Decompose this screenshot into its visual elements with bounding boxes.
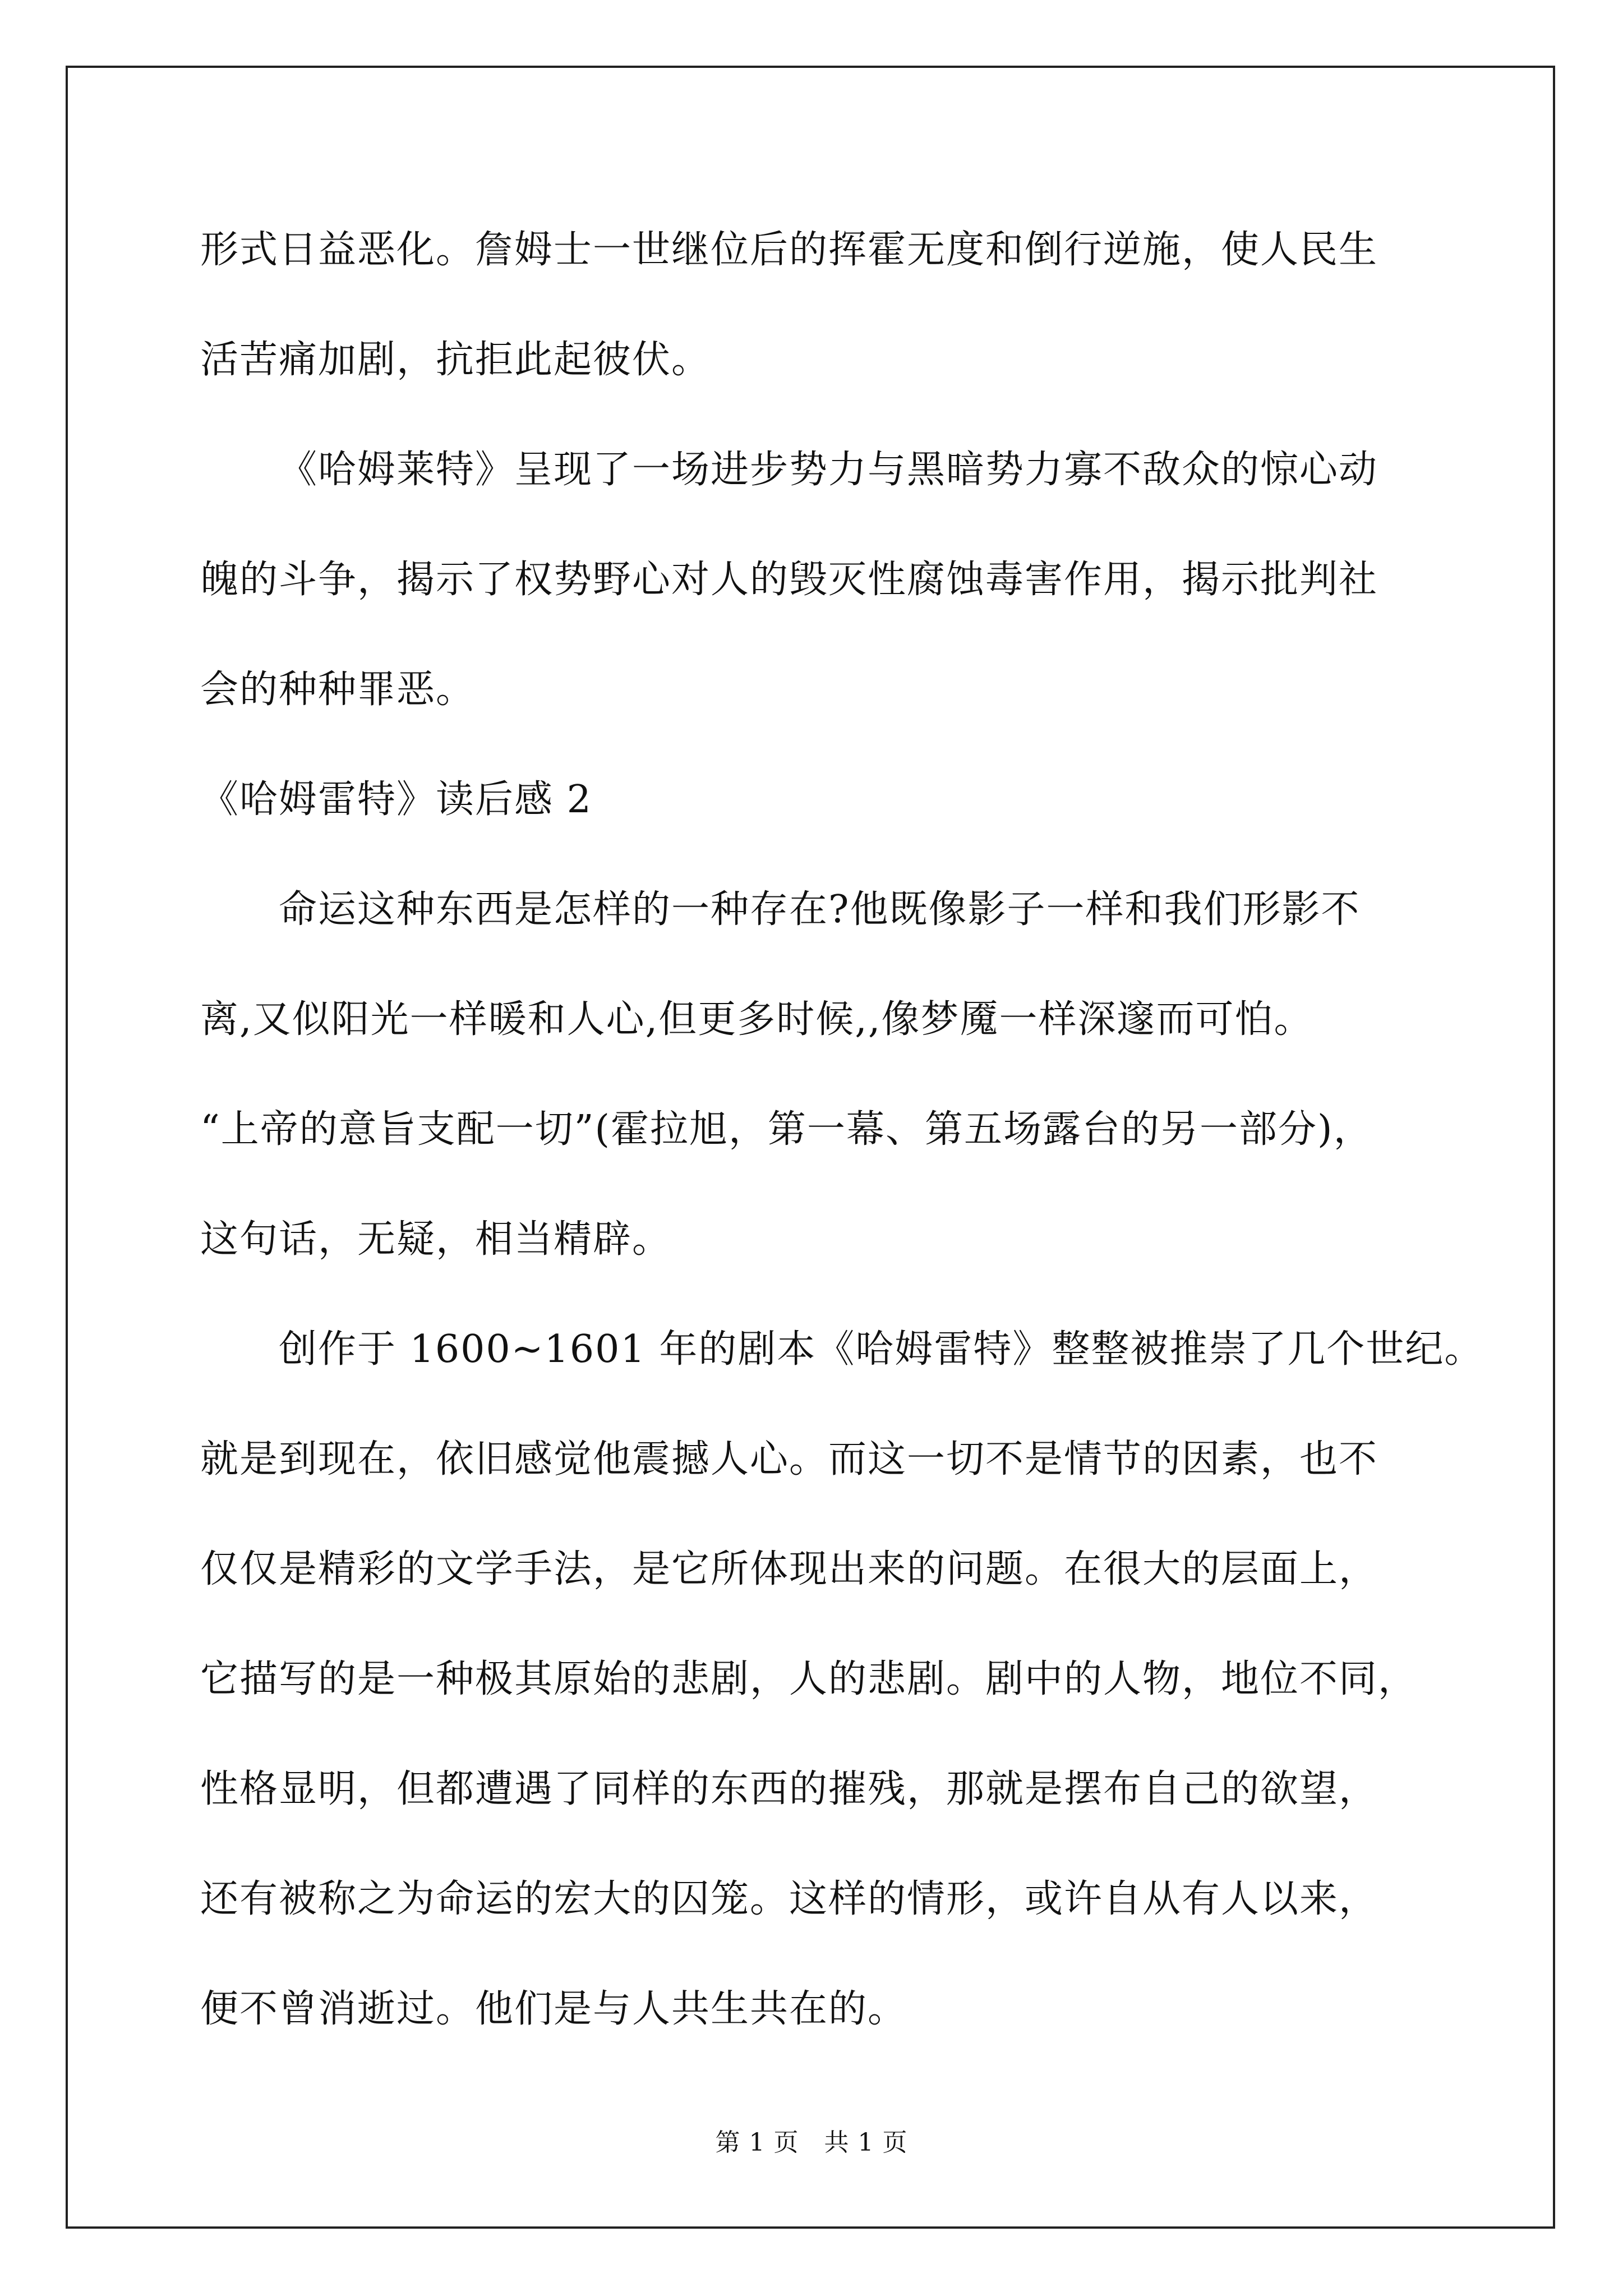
text-line-1: 形式日益恶化。詹姆士一世继位后的挥霍无度和倒行逆施，使人民生 [200,228,1378,272]
text-line-10: 这句话，无疑，相当精辟。 [200,1217,672,1262]
text-line-5: 会的种种罪恶。 [200,668,476,712]
text-line-15: 性格显明，但都遭遇了同样的东西的摧残，那就是摆布自己的欲望， [200,1767,1378,1811]
text-line-16: 还有被称之为命运的宏大的囚笼。这样的情形，或许自从有人以来， [200,1877,1378,1921]
text-line-14: 它描写的是一种极其原始的悲剧，人的悲剧。剧中的人物，地位不同， [200,1657,1418,1701]
document-body [200,195,1484,2064]
text-line-13: 仅仅是精彩的文学手法，是它所体现出来的问题。在很大的层面上， [200,1547,1378,1591]
text-line-2: 活苦痛加剧，抗拒此起彼伏。 [200,338,711,382]
text-line-4: 魄的斗争，揭示了权势野心对人的毁灭性腐蚀毒害作用，揭示批判社 [200,558,1378,602]
text-line-7: 命运这种东西是怎样的一种存在?他既像影子一样和我们形影不 [279,887,1361,932]
section-heading: 《哈姆雷特》读后感 2 [200,777,592,822]
text-line-9: “上帝的意旨支配一切”(霍拉旭，第一幕、第五场露台的另一部分)， [200,1107,1373,1152]
text-line-8: 离,又似阳光一样暖和人心,但更多时候,,像梦魇一样深邃而可怕。 [200,997,1313,1042]
text-line-11: 创作于 1600~1601 年的剧本《哈姆雷特》整整被推崇了几个世纪。 [279,1327,1484,1372]
text-line-3: 《哈姆莱特》呈现了一场进步势力与黑暗势力寡不敌众的惊心动 [279,448,1378,492]
text-line-12: 就是到现在，依旧感觉他震撼人心。而这一切不是情节的因素，也不 [200,1437,1378,1481]
text-line-17: 便不曾消逝过。他们是与人共生共在的。 [200,1987,907,2031]
page-footer: 第 1 页 共 1 页 [715,2128,908,2157]
